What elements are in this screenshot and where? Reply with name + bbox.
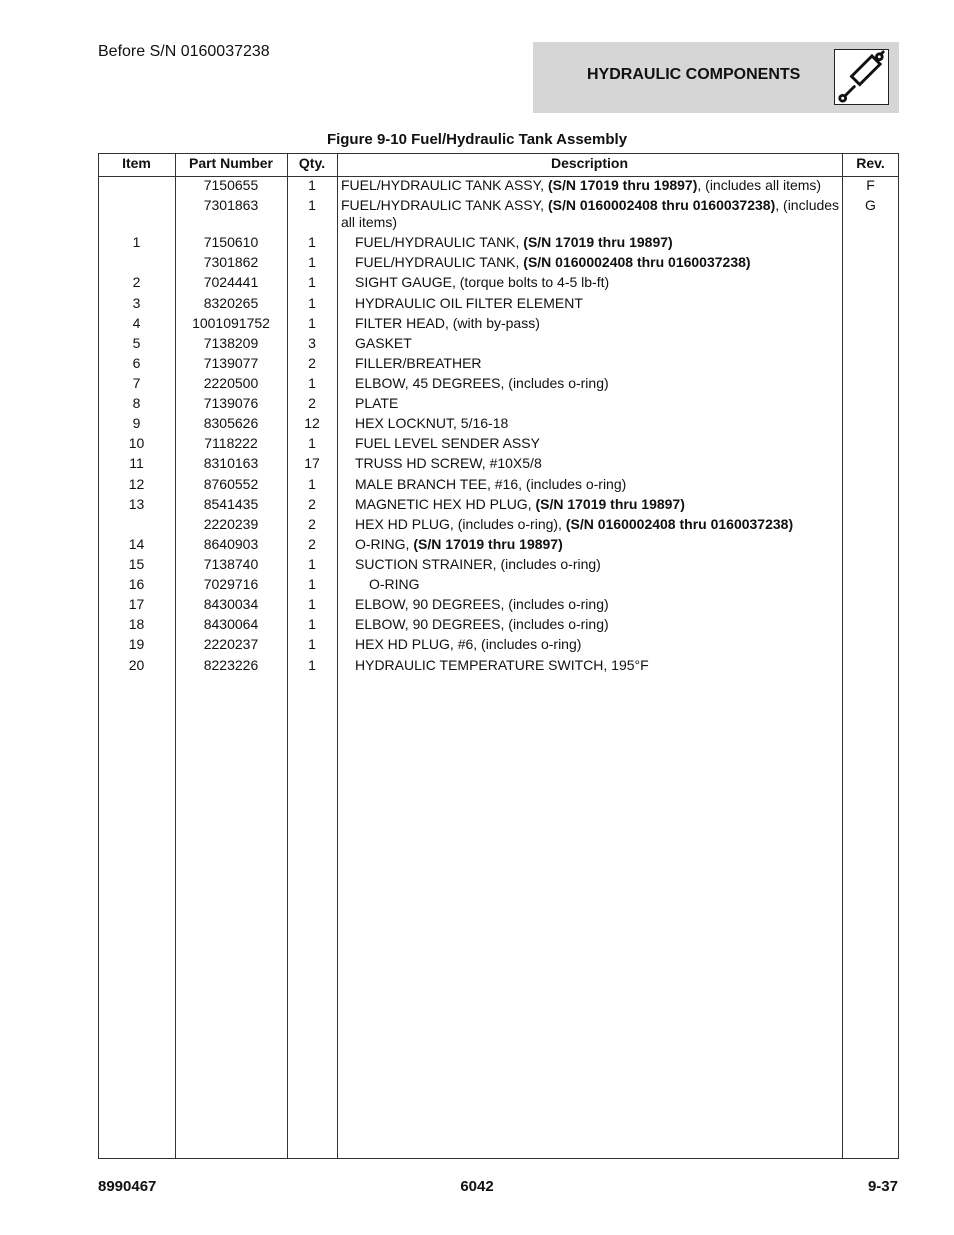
description bbox=[341, 496, 855, 513]
part-number: 8430034 bbox=[203, 596, 259, 612]
part-number: 7029716 bbox=[203, 576, 259, 592]
column-header-part-number: Part Number bbox=[188, 155, 274, 171]
column-divider bbox=[337, 153, 338, 1159]
item-number: 15 bbox=[128, 556, 145, 572]
serial-range: (S/N 17019 thru 19897) bbox=[413, 536, 563, 552]
part-number: 7301862 bbox=[203, 254, 259, 270]
item-number: 2 bbox=[132, 274, 141, 290]
serial-range: (S/N 0160002408 thru 0160037238) bbox=[565, 516, 794, 532]
item-number: 9 bbox=[132, 415, 141, 431]
description bbox=[341, 197, 841, 231]
description-text: FUEL/HYDRAULIC TANK ASSY, bbox=[341, 197, 548, 213]
part-number: 7118222 bbox=[204, 435, 258, 451]
description-text: HEX LOCKNUT, 5/16-18 bbox=[355, 415, 509, 431]
column-header-rev: Rev. bbox=[856, 155, 885, 171]
quantity: 1 bbox=[308, 234, 316, 250]
description-text: ELBOW, 45 DEGREES, (includes o-ring) bbox=[355, 375, 609, 391]
part-number: 8320265 bbox=[203, 295, 259, 311]
item-number: 5 bbox=[132, 335, 141, 351]
description-text: MAGNETIC HEX HD PLUG, bbox=[355, 496, 536, 512]
description bbox=[341, 274, 855, 291]
serial-range: (S/N 17019 thru 19897) bbox=[523, 234, 673, 250]
item-number: 13 bbox=[128, 496, 145, 512]
quantity: 1 bbox=[308, 616, 316, 632]
description bbox=[341, 375, 855, 392]
hydraulic-cylinder-icon bbox=[834, 49, 889, 105]
description-text: ELBOW, 90 DEGREES, (includes o-ring) bbox=[355, 616, 609, 632]
part-number: 8223226 bbox=[203, 657, 259, 673]
figure-title: Figure 9-10 Fuel/Hydraulic Tank Assembly bbox=[326, 131, 628, 148]
part-number: 7301863 bbox=[203, 197, 259, 213]
part-number: 7138740 bbox=[203, 556, 259, 572]
item-number: 7 bbox=[132, 375, 141, 391]
description bbox=[341, 415, 855, 432]
description bbox=[341, 315, 855, 332]
description-text: FILLER/BREATHER bbox=[355, 355, 482, 371]
description bbox=[341, 435, 855, 452]
quantity: 12 bbox=[304, 415, 320, 431]
quantity: 17 bbox=[304, 455, 320, 471]
serial-range: (S/N 0160002408 thru 0160037238) bbox=[523, 254, 751, 270]
description-text: TRUSS HD SCREW, #10X5/8 bbox=[355, 455, 542, 471]
quantity: 2 bbox=[308, 395, 316, 411]
description-text: HYDRAULIC OIL FILTER ELEMENT bbox=[355, 295, 583, 311]
part-number: 8541435 bbox=[203, 496, 259, 512]
part-number: 7024441 bbox=[203, 274, 259, 290]
column-header-item: Item bbox=[122, 155, 151, 171]
quantity: 1 bbox=[308, 197, 316, 213]
item-number: 10 bbox=[128, 435, 145, 451]
item-number: 1 bbox=[132, 234, 141, 250]
description bbox=[341, 576, 869, 593]
description bbox=[341, 596, 855, 613]
part-number: 7138209 bbox=[203, 335, 259, 351]
description bbox=[341, 536, 855, 553]
description bbox=[341, 636, 855, 653]
description-tail: , (includes all items) bbox=[697, 177, 822, 193]
description-text: HYDRAULIC TEMPERATURE SWITCH, 195°F bbox=[355, 657, 649, 673]
description bbox=[341, 516, 855, 533]
description-text: HEX HD PLUG, (includes o-ring), bbox=[355, 516, 566, 532]
description-text: SUCTION STRAINER, (includes o-ring) bbox=[355, 556, 601, 572]
quantity: 2 bbox=[308, 516, 316, 532]
description bbox=[341, 295, 855, 312]
quantity: 1 bbox=[308, 476, 316, 492]
description bbox=[341, 234, 855, 251]
item-number: 14 bbox=[128, 536, 145, 552]
part-number: 7150610 bbox=[203, 234, 259, 250]
serial-range: (S/N 17019 thru 19897) bbox=[535, 496, 685, 512]
description-text: O-RING bbox=[369, 576, 420, 592]
description-text: FUEL/HYDRAULIC TANK ASSY, bbox=[341, 177, 548, 193]
part-number: 7139076 bbox=[203, 395, 259, 411]
footer-page-number: 9-37 bbox=[867, 1178, 898, 1195]
description-text: O-RING, bbox=[355, 536, 414, 552]
quantity: 1 bbox=[308, 315, 316, 331]
item-number: 3 bbox=[132, 295, 141, 311]
quantity: 1 bbox=[308, 576, 316, 592]
item-number: 6 bbox=[132, 355, 141, 371]
description-text: FUEL/HYDRAULIC TANK, bbox=[355, 254, 524, 270]
description bbox=[341, 355, 855, 372]
description-text: FUEL LEVEL SENDER ASSY bbox=[355, 435, 540, 451]
revision: F bbox=[866, 177, 875, 193]
description bbox=[341, 395, 855, 412]
column-header-description: Description bbox=[550, 155, 628, 171]
item-number: 20 bbox=[128, 657, 145, 673]
serial-note: Before S/N 0160037238 bbox=[98, 43, 270, 60]
part-number: 7139077 bbox=[203, 355, 259, 371]
description-text: GASKET bbox=[355, 335, 412, 351]
item-number: 8 bbox=[132, 395, 141, 411]
quantity: 1 bbox=[308, 177, 316, 193]
description bbox=[341, 335, 855, 352]
item-number: 19 bbox=[128, 636, 145, 652]
part-number: 8640903 bbox=[203, 536, 259, 552]
description bbox=[341, 177, 841, 194]
description bbox=[341, 616, 855, 633]
part-number: 8305626 bbox=[203, 415, 259, 431]
part-number: 1001091752 bbox=[192, 315, 270, 331]
footer-model: 6042 bbox=[460, 1178, 494, 1195]
quantity: 2 bbox=[308, 355, 316, 371]
item-number: 4 bbox=[132, 315, 141, 331]
part-number: 7150655 bbox=[203, 177, 259, 193]
quantity: 1 bbox=[308, 636, 316, 652]
description bbox=[341, 254, 855, 271]
quantity: 2 bbox=[308, 496, 316, 512]
quantity: 1 bbox=[308, 274, 316, 290]
description-text: ELBOW, 90 DEGREES, (includes o-ring) bbox=[355, 596, 609, 612]
quantity: 1 bbox=[308, 295, 316, 311]
part-number: 8760552 bbox=[203, 476, 259, 492]
serial-range: (S/N 0160002408 thru 0160037238) bbox=[547, 197, 776, 213]
description-text: FILTER HEAD, (with by-pass) bbox=[355, 315, 540, 331]
part-number: 8310163 bbox=[203, 455, 259, 471]
quantity: 1 bbox=[308, 375, 316, 391]
part-number: 2220237 bbox=[203, 636, 259, 652]
quantity: 2 bbox=[308, 536, 316, 552]
description-text: MALE BRANCH TEE, #16, (includes o-ring) bbox=[355, 476, 627, 492]
item-number: 16 bbox=[128, 576, 145, 592]
quantity: 1 bbox=[308, 657, 316, 673]
part-number: 2220500 bbox=[203, 375, 259, 391]
part-number: 2220239 bbox=[203, 516, 259, 532]
description bbox=[341, 476, 855, 493]
description-text: FUEL/HYDRAULIC TANK, bbox=[355, 234, 524, 250]
description bbox=[341, 455, 855, 472]
quantity: 1 bbox=[308, 254, 316, 270]
quantity: 1 bbox=[308, 556, 316, 572]
description bbox=[341, 657, 855, 674]
section-title: HYDRAULIC COMPONENTS bbox=[587, 66, 801, 83]
description-tail: , (includes all items) bbox=[341, 197, 840, 230]
quantity: 3 bbox=[308, 335, 316, 351]
description-text: SIGHT GAUGE, (torque bolts to 4-5 lb-ft) bbox=[355, 274, 610, 290]
item-number: 17 bbox=[128, 596, 145, 612]
revision: G bbox=[865, 197, 876, 213]
description-text: HEX HD PLUG, #6, (includes o-ring) bbox=[355, 636, 582, 652]
description bbox=[341, 556, 855, 573]
quantity: 1 bbox=[308, 435, 316, 451]
footer-document-number: 8990467 bbox=[98, 1178, 157, 1195]
part-number: 8430064 bbox=[203, 616, 259, 632]
quantity: 1 bbox=[308, 596, 316, 612]
item-number: 18 bbox=[128, 616, 145, 632]
item-number: 12 bbox=[128, 476, 145, 492]
column-header-qty: Qty. bbox=[298, 155, 326, 171]
description-text: PLATE bbox=[355, 395, 399, 411]
serial-range: (S/N 17019 thru 19897) bbox=[547, 177, 698, 193]
item-number: 11 bbox=[129, 455, 144, 471]
